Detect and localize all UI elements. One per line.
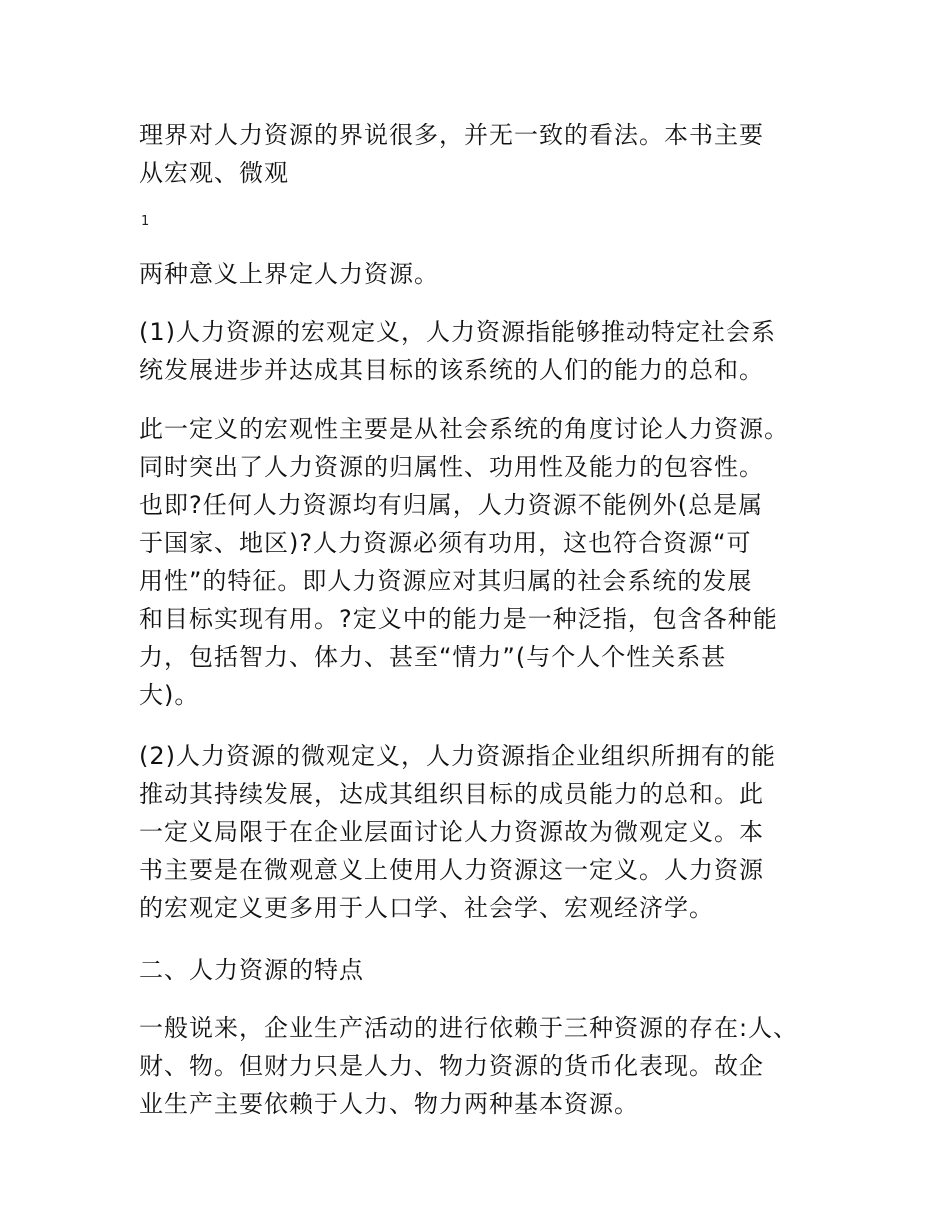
intro-paragraph <box>139 116 819 192</box>
paragraph-macro-explanation <box>139 410 819 714</box>
text-line: 的宏观定义更多用于人口学、社会学、宏观经济学。 <box>139 894 714 922</box>
text-line: 于国家、地区)?人力资源必须有功用，这也符合资源“可 <box>139 529 752 557</box>
text-line: (1)人力资源的宏观定义，人力资源指能够推动特定社会系 <box>139 318 776 346</box>
paragraph-micro-definition <box>139 737 819 927</box>
text-line: 用性”的特征。即人力资源应对其归属的社会系统的发展 <box>139 567 753 595</box>
text-line: 也即?任何人力资源均有归属，人力资源不能例外(总是属 <box>139 491 764 519</box>
text-line: 二、人力资源的特点 <box>139 956 364 984</box>
text-line: 和目标实现有用。?定义中的能力是一种泛指，包含各种能 <box>139 605 778 633</box>
text-line: 一定义局限于在企业层面讨论人力资源故为微观定义。本 <box>139 818 764 846</box>
text-line: 书主要是在微观意义上使用人力资源这一定义。人力资源 <box>139 856 764 884</box>
text-line: 统发展进步并达成其目标的该系统的人们的能力的总和。 <box>139 356 764 384</box>
footnote-marker: 1 <box>141 214 150 229</box>
section-heading <box>139 951 819 989</box>
paragraph-resource-types <box>139 1009 819 1123</box>
text-line: 力，包括智力、体力、甚至“情力”(与个人个性关系甚 <box>139 643 727 671</box>
text-line: 同时突出了人力资源的归属性、功用性及能力的包容性。 <box>139 453 764 481</box>
text-line: 此一定义的宏观性主要是从社会系统的角度讨论人力资源。 <box>139 415 789 443</box>
text-line: 从宏观、微观 <box>139 159 289 187</box>
text-line: 大)。 <box>139 681 200 709</box>
paragraph-macro-definition <box>139 313 819 389</box>
text-line: 业生产主要依赖于人力、物力两种基本资源。 <box>139 1090 639 1118</box>
text-line: 一般说来，企业生产活动的进行依赖于三种资源的存在:人、 <box>139 1014 799 1042</box>
text-line: 理界对人力资源的界说很多，并无一致的看法。本书主要 <box>139 121 764 149</box>
text-line: 财、物。但财力只是人力、物力资源的货币化表现。故企 <box>139 1052 764 1080</box>
text-line: (2)人力资源的微观定义，人力资源指企业组织所拥有的能 <box>139 742 776 770</box>
paragraph-definition-intro <box>139 255 819 293</box>
text-line: 两种意义上界定人力资源。 <box>139 260 439 288</box>
text-line: 推动其持续发展，达成其组织目标的成员能力的总和。此 <box>139 780 764 808</box>
